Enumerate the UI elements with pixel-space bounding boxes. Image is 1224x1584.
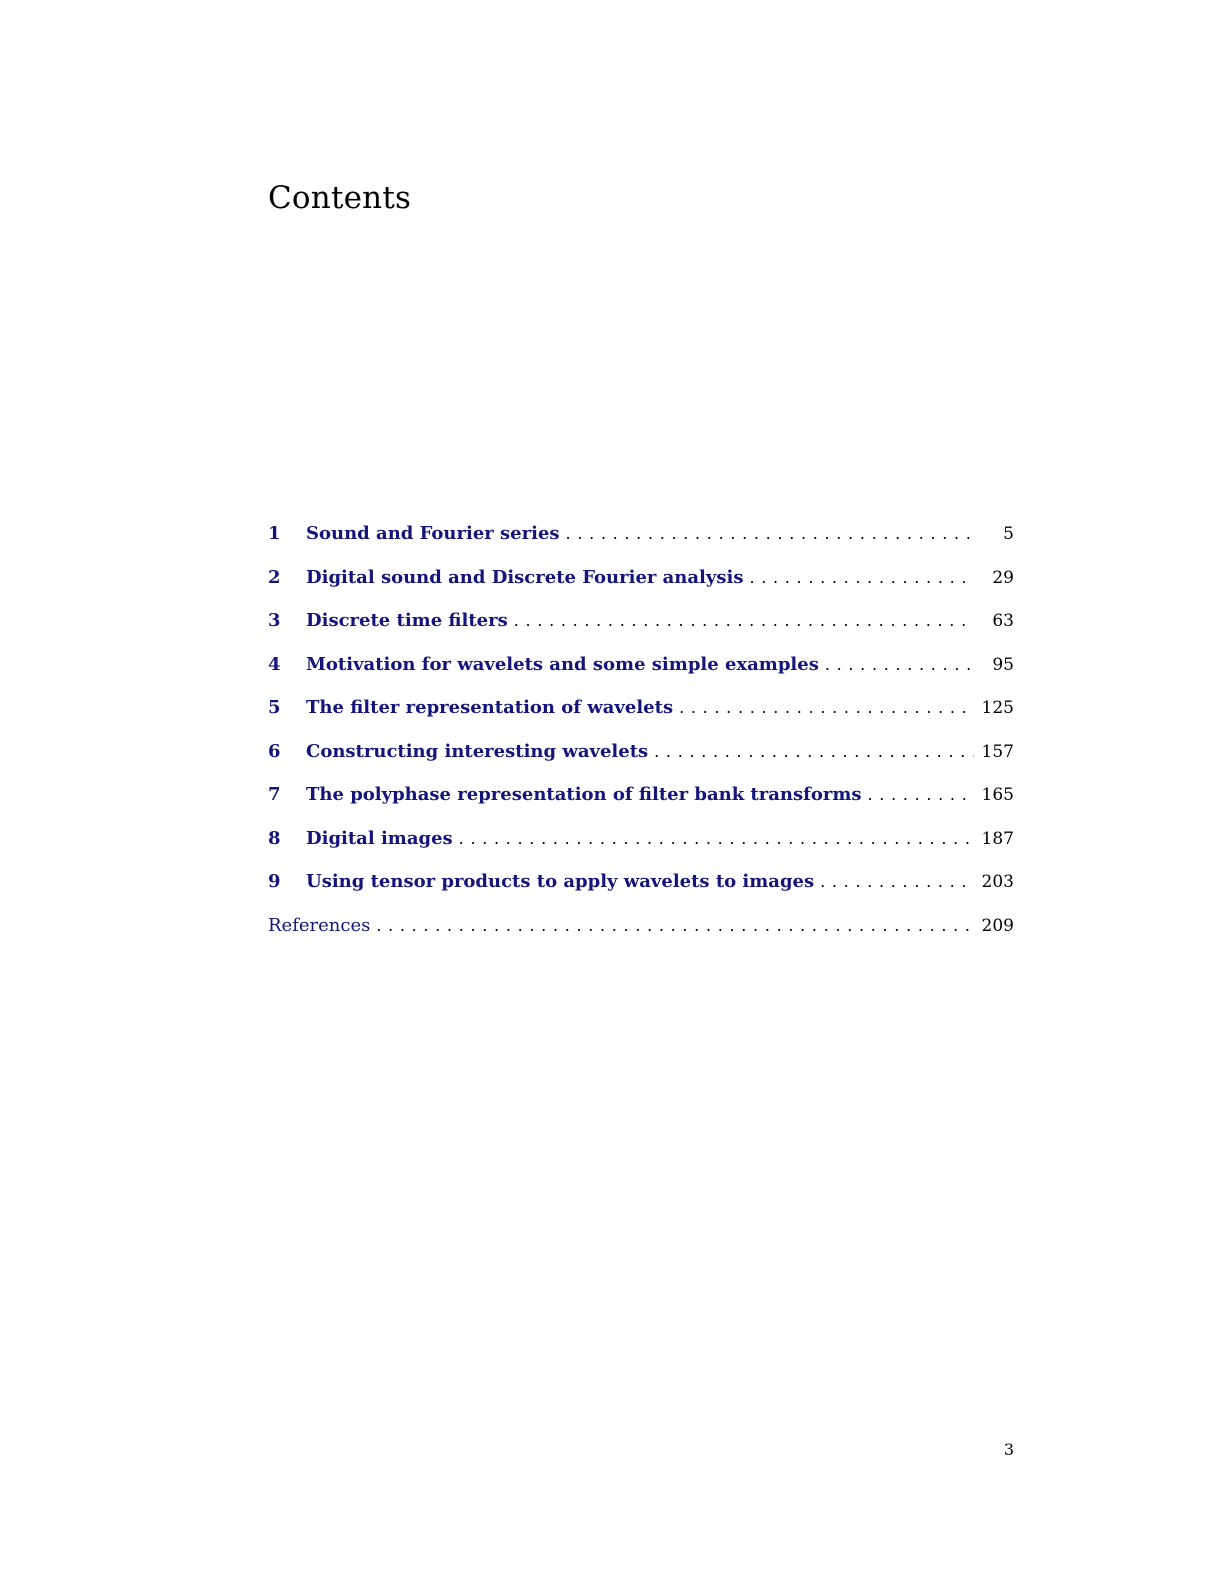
toc-entry-7[interactable] [268, 784, 1014, 814]
toc-entry-title: Motivation for wavelets and some simple examples [306, 654, 825, 675]
toc-entry-number: 4 [268, 653, 281, 675]
toc-entry-title: Sound and Fourier series [306, 523, 566, 544]
toc-entry-references[interactable] [268, 915, 1014, 945]
toc-entry-number: 7 [268, 784, 281, 805]
toc-entry-title: Discrete time filters [306, 610, 514, 631]
toc-entry-title: Digital sound and Discrete Fourier analysis [306, 567, 749, 588]
toc-dot-leader [679, 698, 974, 717]
toc-entry-title: Digital images [306, 828, 459, 849]
toc-entry-1[interactable] [268, 523, 1014, 553]
toc-entry-page: 63 [974, 611, 1014, 631]
toc-entry-number: 1 [268, 523, 281, 544]
toc-entry-page: 209 [974, 916, 1014, 936]
toc-entry-4[interactable] [268, 654, 1014, 684]
toc-dot-leader [514, 611, 974, 630]
toc-entry-title: Constructing interesting wavelets [306, 741, 654, 762]
toc-entry-number: 9 [268, 871, 281, 892]
toc-dot-leader [868, 785, 974, 804]
toc-entry-page: 187 [974, 829, 1014, 849]
toc-entry-title: The filter representation of wavelets [306, 697, 679, 718]
toc-dot-leader [459, 829, 974, 848]
toc-dot-leader [825, 655, 974, 674]
toc-entry-number: 8 [268, 827, 281, 849]
toc-entry-number: 3 [268, 610, 281, 631]
toc-entry-title: The polyphase representation of filter bank transforms [306, 784, 868, 805]
page-title: Contents [268, 180, 412, 216]
toc-entry-number: 6 [268, 740, 281, 762]
toc-entry-2[interactable] [268, 567, 1014, 597]
toc-entry-page: 125 [974, 698, 1014, 718]
toc-entry-page: 157 [974, 742, 1014, 762]
toc-entry-title: Using tensor products to apply wavelets to images [306, 871, 820, 892]
toc-entry-title: References [268, 915, 376, 936]
toc-entry-number: 5 [268, 697, 281, 718]
toc-entry-3[interactable] [268, 610, 1014, 640]
toc-entry-page: 165 [974, 785, 1014, 805]
toc-dot-leader [749, 568, 974, 587]
toc-entry-9[interactable] [268, 871, 1014, 901]
toc-dot-leader [820, 872, 974, 891]
toc-dot-leader [566, 524, 974, 543]
toc-entry-page: 203 [974, 872, 1014, 892]
page-number: 3 [1003, 1440, 1014, 1459]
table-of-contents [268, 523, 1014, 958]
toc-entry-5[interactable] [268, 697, 1014, 727]
toc-dot-leader [376, 916, 974, 935]
toc-entry-number: 2 [268, 566, 281, 588]
toc-entry-6[interactable] [268, 741, 1014, 771]
toc-dot-leader [654, 742, 974, 761]
toc-entry-page: 29 [974, 568, 1014, 588]
toc-entry-8[interactable] [268, 828, 1014, 858]
toc-entry-page: 5 [974, 524, 1014, 544]
toc-entry-page: 95 [974, 655, 1014, 675]
